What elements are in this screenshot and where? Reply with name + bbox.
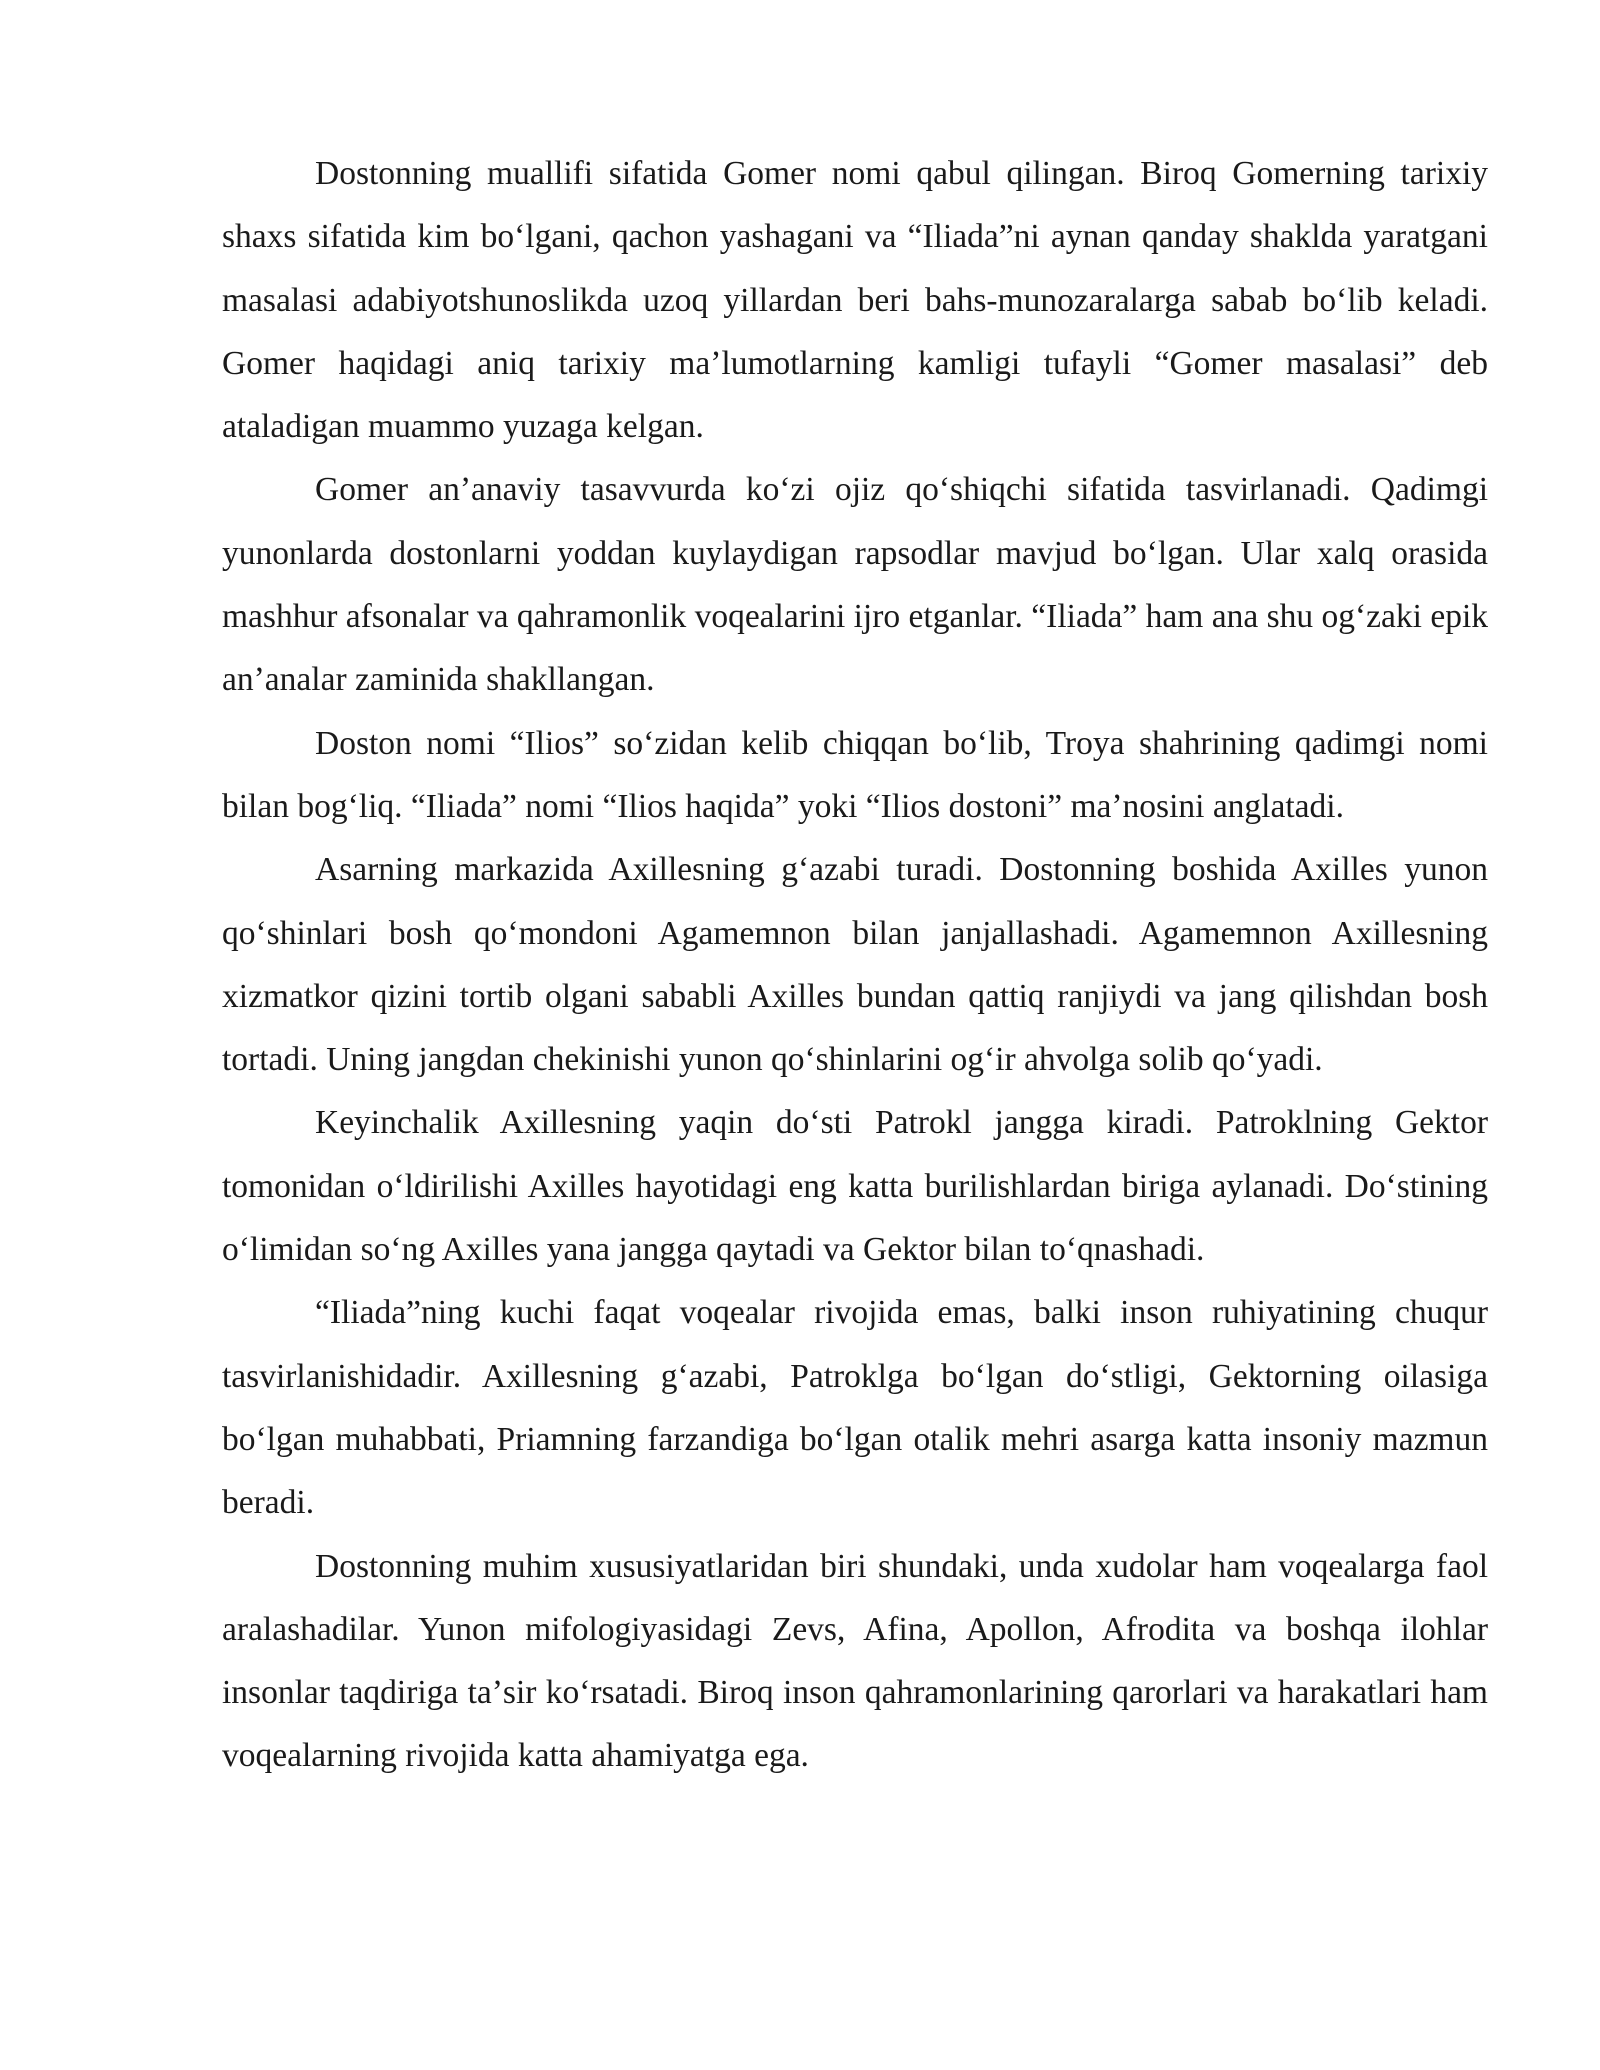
paragraph-gods: Dostonning muhim xususiyatlaridan biri shundaki, unda xudolar ham voqealarga faol aralashadilar. Yunon mifologiyasidagi Zevs, Afina, Apollon, Afrodita va boshqa ilohlar insonlar taqdiriga taʼsir koʻrsatadi. Biroq inson qahramonlarining qarorlari va harakatlari ham voqealarning rivojida katta ahamiyatga ega. [222,1547,1488,1775]
paragraph-title-origin: Doston nomi “Ilios” soʻzidan kelib chiqqan boʻlib, Troya shahrining qadimgi nomi bilan bogʻliq. “Iliada” nomi “Ilios haqida” yoki “Ilios dostoni” maʼnosini anglatadi. [222,724,1488,825]
body-text [222,142,1488,1788]
paragraph-psychology: “Iliada”ning kuchi faqat voqealar rivojida emas, balki inson ruhiyatining chuqur tasvirlanishidadir. Axillesning gʻazabi, Patroklga boʻlgan doʻstligi, Gektorning oilasiga boʻlgan muhabbati, Priamning farzandiga boʻlgan otalik mehri asarga katta insoniy mazmun beradi. [222,1294,1488,1522]
paragraph-achilles-wrath: Asarning markazida Axillesning gʻazabi turadi. Dostonning boshida Axilles yunon qoʻshinlari bosh qoʻmondoni Agamemnon bilan janjallashadi. Agamemnon Axillesning xizmatkor qizini tortib olgani sababli Axilles bundan qattiq ranjiydi va jang qilishdan bosh tortadi. Uning jangdan chekinishi yunon qoʻshinlarini ogʻir ahvolga solib qoʻyadi. [222,851,1488,1079]
paragraph-gomer-authorship: Dostonning muallifi sifatida Gomer nomi qabul qilingan. Biroq Gomerning tarixiy shaxs sifatida kim boʻlgani, qachon yashagani va “Iliada”ni aynan qanday shaklda yaratgani masalasi adabiyotshunoslikda uzoq yillardan beri bahs-munozaralarga sabab boʻlib keladi. Gomer haqidagi aniq tarixiy maʼlumotlarning kamligi tufayli “Gomer masalasi” deb ataladigan muammo yuzaga kelgan. [222,155,1488,446]
paragraph-gomer-tradition: Gomer anʼanaviy tasavvurda koʻzi ojiz qoʻshiqchi sifatida tasvirlanadi. Qadimgi yunonlarda dostonlarni yoddan kuylaydigan rapsodlar mavjud boʻlgan. Ular xalq orasida mashhur afsonalar va qahramonlik voqealarini ijro etganlar. “Iliada” ham ana shu ogʻzaki epik anʼanalar zaminida shakllangan. [222,471,1488,699]
paragraph-patroclus: Keyinchalik Axillesning yaqin doʻsti Patrokl jangga kiradi. Patroklning Gektor tomonidan oʻldirilishi Axilles hayotidagi eng katta burilishlardan biriga aylanadi. Doʻstining oʻlimidan soʻng Axilles yana jangga qaytadi va Gektor bilan toʻqnashadi. [222,1104,1488,1269]
